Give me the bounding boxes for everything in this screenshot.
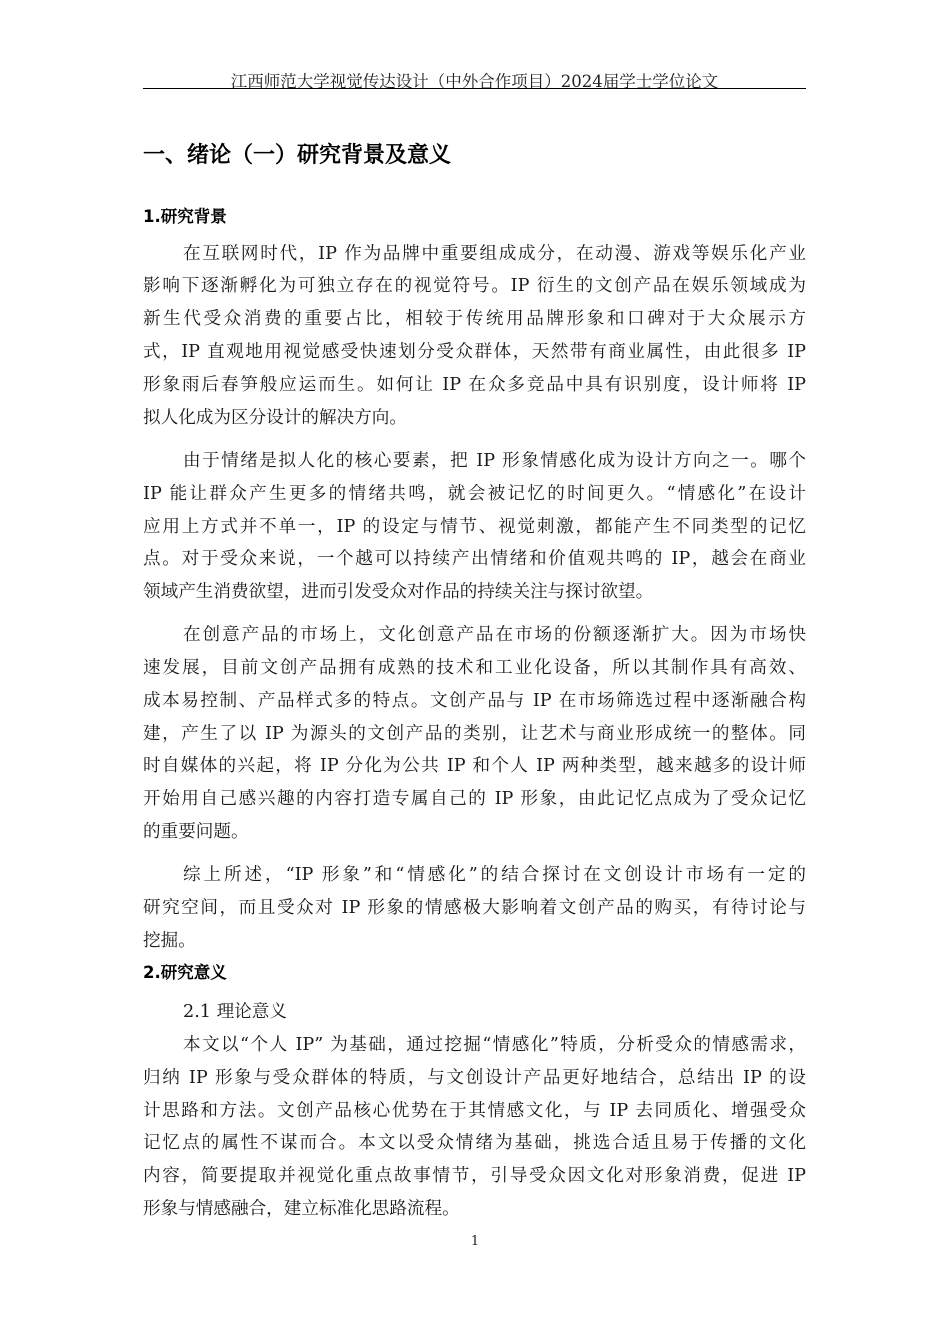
text-line: 记忆点的属性不谋而合。本文以受众情绪为基础，挑选合适且易于传播的文化 (143, 1133, 806, 1153)
text-line: 应用上方式并不单一，IP 的设定与情节、视觉刺激，都能产生不同类型的记忆 (143, 517, 806, 537)
text-line: 的重要问题。 (143, 822, 249, 842)
running-header: 江西师范大学视觉传达设计（中外合作项目）2024届学士学位论文 (230, 72, 719, 91)
text-line: IP 能让群众产生更多的情绪共鸣，就会被记忆的时间更久。“情感化”在设计 (143, 484, 806, 504)
text-line: 开始用自己感兴趣的内容打造专属自己的 IP 形象，由此记忆点成为了受众记忆 (143, 789, 806, 809)
text-line: 计思路和方法。文创产品核心优势在于其情感文化，与 IP 去同质化、增强受众 (143, 1101, 806, 1121)
text-line: 研究空间，而且受众对 IP 形象的情感极大影响着文创产品的购买，有待讨论与 (143, 898, 806, 918)
text-line: 成本易控制、产品样式多的特点。文创产品与 IP 在市场筛选过程中逐渐融合构 (143, 691, 806, 711)
text-line: 归纳 IP 形象与受众群体的特质，与文创设计产品更好地结合，总结出 IP 的设 (143, 1068, 806, 1088)
text-line: 式，IP 直观地用视觉感受快速划分受众群体，天然带有商业属性，由此很多 IP (143, 342, 806, 362)
text-line: 领域产生消费欲望，进而引发受众对作品的持续关注与探讨欲望。 (143, 582, 654, 602)
text-line: 形象雨后春笋般应运而生。如何让 IP 在众多竞品中具有识别度，设计师将 IP (143, 375, 806, 395)
text-line: 时自媒体的兴起，将 IP 分化为公共 IP 和个人 IP 两种类型，越来越多的设计师 (143, 756, 806, 776)
text-line: 速发展，目前文创产品拥有成熟的技术和工业化设备，所以其制作具有高效、 (143, 658, 806, 678)
page-number: 1 (470, 1234, 480, 1249)
subsection-heading-theory: 2.1 理论意义 (183, 1002, 287, 1022)
text-line: 本文以“个人 IP” 为基础，通过挖掘“情感化”特质，分析受众的情感需求， (183, 1035, 806, 1055)
text-line: 综上所述，“IP 形象”和“情感化”的结合探讨在文创设计市场有一定的 (183, 865, 806, 885)
text-line: 内容，简要提取并视觉化重点故事情节，引导受众因文化对形象消费，促进 IP (143, 1166, 806, 1186)
chapter-title: 一、绪论（一）研究背景及意义 (143, 143, 452, 168)
text-line: 在创意产品的市场上，文化创意产品在市场的份额逐渐扩大。因为市场快 (183, 625, 806, 645)
text-line: 形象与情感融合，建立标准化思路流程。 (143, 1199, 460, 1219)
text-line: 新生代受众消费的重要占比，相较于传统用品牌形象和口碑对于大众展示方 (143, 309, 806, 329)
text-line: 由于情绪是拟人化的核心要素，把 IP 形象情感化成为设计方向之一。哪个 (183, 451, 806, 471)
text-line: 建，产生了以 IP 为源头的文创产品的类别，让艺术与商业形成统一的整体。同 (143, 724, 806, 744)
text-line: 影响下逐渐孵化为可独立存在的视觉符号。IP 衍生的文创产品在娱乐领域成为 (143, 276, 806, 296)
text-line: 点。对于受众来说，一个越可以持续产出情绪和价值观共鸣的 IP，越会在商业 (143, 549, 806, 569)
header-divider (143, 88, 806, 89)
section-heading-background: 1.研究背景 (143, 207, 227, 226)
text-line: 挖掘。 (143, 931, 196, 951)
section-heading-significance: 2.研究意义 (143, 963, 227, 982)
text-line: 拟人化成为区分设计的解决方向。 (143, 408, 407, 428)
text-line: 在互联网时代，IP 作为品牌中重要组成成分，在动漫、游戏等娱乐化产业 (183, 244, 806, 264)
